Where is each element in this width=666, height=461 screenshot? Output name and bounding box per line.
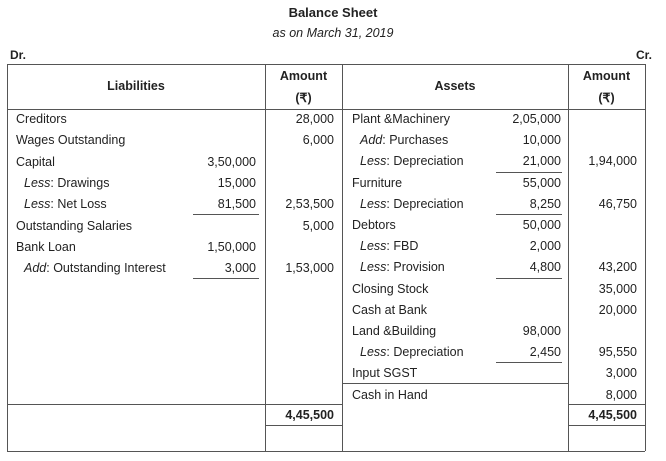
assets-row-subamount: 10,000 xyxy=(522,133,561,148)
assets-row-subamount: 98,000 xyxy=(522,324,561,338)
liabilities-row-label xyxy=(16,219,132,233)
total-liabilities: 4,45,500 xyxy=(285,408,334,422)
assets-row-label xyxy=(360,260,445,274)
liabilities-row-amount: 6,000 xyxy=(302,133,334,148)
liabilities-row-amount: 1,53,000 xyxy=(285,261,334,276)
liabilities-row-prefix: Less xyxy=(24,175,51,190)
assets-row-text: : Purchases xyxy=(382,133,449,148)
total-line-right-top xyxy=(568,404,645,405)
total-assets: 4,45,500 xyxy=(588,408,637,422)
liabilities-row-subamount: 3,000 xyxy=(224,261,256,276)
header-liabilities: Liabilities xyxy=(107,79,165,93)
liabilities-row-label xyxy=(16,240,76,254)
underline-bank-loan xyxy=(193,278,259,279)
cr-label: Cr. xyxy=(636,48,653,62)
liabilities-row-amount: 2,53,500 xyxy=(285,197,334,212)
assets-row-amount: 8,000 xyxy=(605,387,637,402)
assets-row-prefix: Less xyxy=(360,154,387,169)
liabilities-row-text: Capital xyxy=(16,154,55,169)
assets-row-amount: 43,200 xyxy=(598,260,637,275)
assets-row-subamount: 2,450 xyxy=(529,345,561,360)
liabilities-row-amount: 28,000 xyxy=(295,112,334,126)
liabilities-row-text: Outstanding Salaries xyxy=(16,218,133,233)
assets-row-label xyxy=(360,197,464,211)
assets-row-text: Land &Building xyxy=(352,324,437,338)
underline-furniture xyxy=(496,214,562,215)
assets-row-label xyxy=(352,366,417,380)
divider-center xyxy=(342,64,343,451)
assets-row-subamount: 21,000 xyxy=(522,154,561,169)
liabilities-row-label xyxy=(24,261,166,275)
assets-row-subamount: 2,05,000 xyxy=(512,112,561,126)
header-amount-left: Amount xyxy=(279,69,328,83)
assets-row-prefix: Less xyxy=(360,239,387,254)
assets-row-subamount: 8,250 xyxy=(529,196,561,211)
assets-row-prefix: Less xyxy=(360,196,387,211)
header-assets: Assets xyxy=(434,79,476,93)
liabilities-row-text: Creditors xyxy=(16,112,67,126)
table-top-border xyxy=(7,64,645,65)
assets-row-prefix: Less xyxy=(360,345,387,360)
assets-row-subamount: 2,000 xyxy=(529,239,561,254)
liabilities-row-label xyxy=(24,197,107,211)
table-right-border xyxy=(645,64,646,451)
assets-row-text: : FBD xyxy=(386,239,419,254)
header-amount-right: Amount xyxy=(582,69,631,83)
assets-row-subamount: 55,000 xyxy=(522,175,561,190)
header-bottom-border xyxy=(7,109,645,110)
assets-row-amount: 20,000 xyxy=(598,302,637,317)
total-line-left-bottom xyxy=(265,425,342,426)
liabilities-row-label xyxy=(16,155,55,169)
liabilities-row-label xyxy=(16,112,67,126)
underline-input-sgst xyxy=(342,383,568,384)
assets-row-text: Closing Stock xyxy=(352,281,429,296)
assets-row-label xyxy=(360,154,464,168)
assets-row-subamount: 4,800 xyxy=(529,260,561,275)
header-currency-right: (₹) xyxy=(598,91,615,105)
liabilities-row-subamount: 15,000 xyxy=(217,175,256,190)
assets-row-amount: 95,550 xyxy=(598,345,637,360)
assets-row-label xyxy=(352,282,428,296)
underline-capital xyxy=(193,214,259,215)
assets-row-text: Cash at Bank xyxy=(352,302,428,317)
liabilities-row-text: Bank Loan xyxy=(16,239,76,254)
liabilities-row-label xyxy=(24,176,109,190)
liabilities-row-text: Wages Outstanding xyxy=(16,133,126,148)
underline-plant xyxy=(496,172,562,173)
assets-row-text: Debtors xyxy=(352,218,396,232)
assets-row-label xyxy=(352,324,436,338)
assets-row-text: Plant &Machinery xyxy=(352,112,450,126)
liabilities-row-text: : Outstanding Interest xyxy=(46,261,166,276)
liabilities-row-subamount: 1,50,000 xyxy=(207,239,256,254)
liabilities-row-label xyxy=(16,133,125,147)
assets-row-amount: 35,000 xyxy=(598,281,637,296)
total-line-right-bottom xyxy=(568,425,645,426)
total-line-left-top xyxy=(265,404,342,405)
liabilities-row-text: : Net Loss xyxy=(50,197,107,212)
liabilities-row-prefix: Add xyxy=(24,261,47,276)
underline-land xyxy=(496,362,562,363)
assets-row-text: Furniture xyxy=(352,175,403,190)
assets-row-amount: 46,750 xyxy=(598,196,637,211)
assets-row-text: Cash in Hand xyxy=(352,387,428,402)
assets-row-text: Input SGST xyxy=(352,366,418,381)
assets-row-text: : Depreciation xyxy=(386,154,464,169)
liabilities-row-amount: 5,000 xyxy=(302,218,334,233)
assets-row-amount: 1,94,000 xyxy=(588,154,637,169)
assets-row-label xyxy=(360,133,448,147)
dr-label: Dr. xyxy=(10,48,27,62)
page-title: Balance Sheet xyxy=(288,5,378,20)
assets-row-label xyxy=(360,345,464,359)
assets-row-amount: 3,000 xyxy=(605,366,637,381)
underline-debtors xyxy=(496,278,562,279)
header-currency-left: (₹) xyxy=(295,91,312,105)
liabilities-row-subamount: 3,50,000 xyxy=(207,154,256,169)
assets-row-subamount: 50,000 xyxy=(522,218,561,232)
assets-row-label xyxy=(352,176,402,190)
assets-row-text: : Depreciation xyxy=(386,345,464,360)
underline-liabilities-end xyxy=(7,404,265,405)
page-subtitle: as on March 31, 2019 xyxy=(272,26,394,40)
assets-row-prefix: Less xyxy=(360,260,387,275)
assets-row-prefix: Add xyxy=(360,133,383,148)
assets-row-label xyxy=(352,112,450,126)
liabilities-row-subamount: 81,500 xyxy=(217,197,256,212)
assets-row-label xyxy=(352,303,427,317)
table-left-border xyxy=(7,64,8,451)
liabilities-row-text: : Drawings xyxy=(50,175,110,190)
assets-row-label xyxy=(352,218,396,232)
liabilities-row-prefix: Less xyxy=(24,197,51,212)
assets-row-label xyxy=(360,239,418,253)
assets-row-text: : Provision xyxy=(386,260,445,275)
assets-row-text: : Depreciation xyxy=(386,196,464,211)
table-bottom-border xyxy=(7,451,645,452)
assets-row-label xyxy=(352,388,428,402)
